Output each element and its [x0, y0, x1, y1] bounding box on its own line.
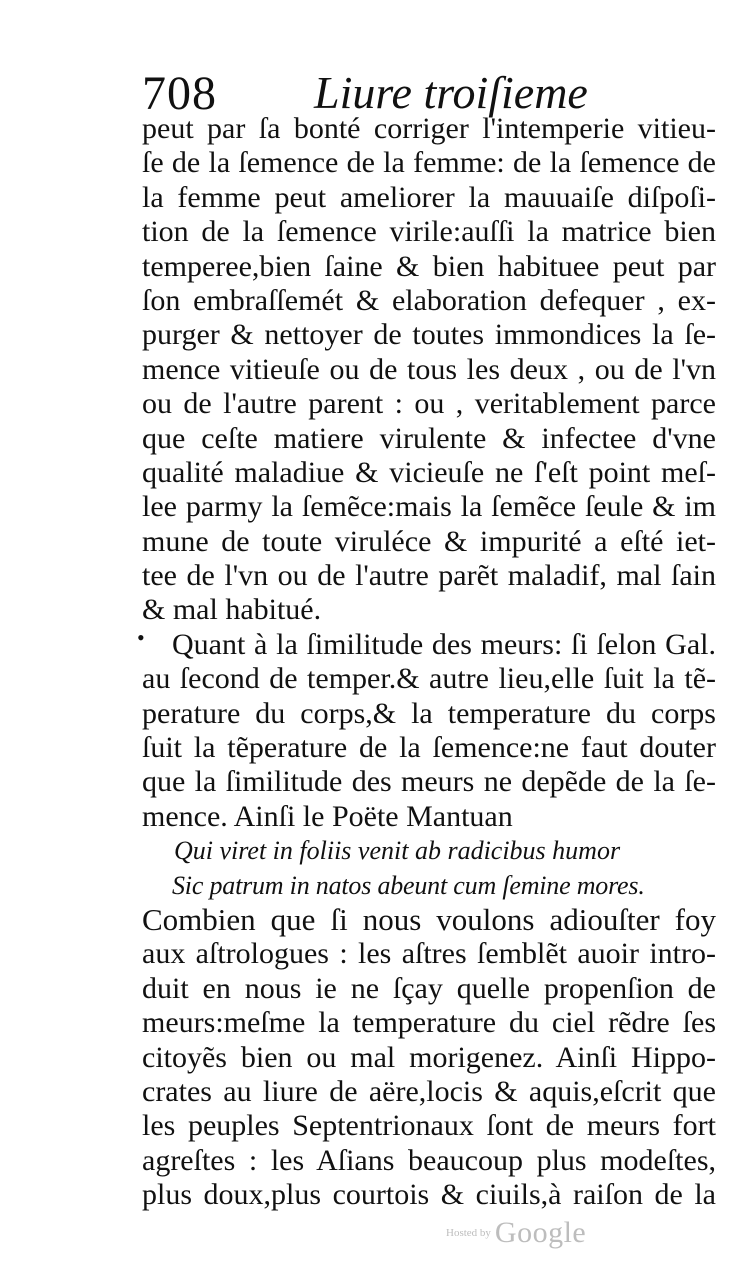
- text-line: mune de toute viruléce & impurité a eſté iet-: [142, 524, 716, 558]
- running-title: Liure troiſieme: [314, 67, 588, 118]
- text-line: crates au liure de aëre,locis & aquis,eſcrit que: [142, 1074, 716, 1108]
- text-line: la femme peut ameliorer la mauuaiſe diſpoſi-: [142, 180, 716, 214]
- text-line: que ceſte matiere virulente & infectee d'vne: [142, 421, 716, 455]
- text-line: ou de l'autre parent : ou , veritablement parce: [142, 387, 716, 421]
- text-line: Quant à la ſimilitude des meurs: ſi ſelon Gal.: [172, 627, 716, 661]
- quote-line: Sic patrum in natos abeunt cum ſemine mores.: [172, 870, 645, 900]
- text-line: ſon embraſſemét & elaboration defequer , ex-: [142, 283, 716, 317]
- text-line: qualité maladiue & vicieuſe ne ſ'eſt point meſ-: [142, 455, 716, 489]
- text-line: tion de la ſemence virile:auſſi la matrice bien: [142, 215, 716, 249]
- hosted-by-label: Hosted by: [446, 1227, 491, 1239]
- text-line: ſuit la tẽperature de la ſemence:ne faut douter: [142, 731, 716, 765]
- text-line: purger & nettoyer de toutes immondices la ſe-: [142, 318, 716, 352]
- text-line: meurs:meſme la temperature du ciel rẽdre ſes: [142, 1006, 716, 1040]
- hosted-by-google-watermark: [446, 1216, 586, 1250]
- text-line: ſe de la ſemence de la femme: de la ſemence de: [142, 146, 716, 180]
- text-line: tee de l'vn ou de l'autre parẽt maladif, mal ſain: [142, 559, 716, 593]
- text-line: aux aſtrologues : les aſtres ſemblẽt auoir intro-: [142, 937, 716, 971]
- body-text: [142, 112, 716, 1213]
- text-line: lee parmy la ſemẽce:mais la ſemẽce ſeule & im: [142, 490, 716, 524]
- text-line: plus doux,plus courtois & ciuils,à raiſon de la: [142, 1178, 716, 1212]
- text-line: citoyẽs bien ou mal morigenez. Ainſi Hippo-: [142, 1040, 716, 1074]
- text-line: peut par ſa bonté corriger l'intemperie vitieu-: [142, 112, 716, 145]
- text-line: au ſecond de temper.& autre lieu,elle ſuit la tẽ-: [142, 662, 716, 696]
- text-line: duit en nous ie ne ſçay quelle propenſion de: [142, 971, 716, 1005]
- text-line: perature du corps,& la temperature du corps: [142, 696, 716, 730]
- margin-mark: •: [137, 625, 145, 650]
- google-logo: Google: [494, 1216, 587, 1249]
- text-line: mence vitieuſe ou de tous les deux , ou de l'vn: [142, 352, 716, 386]
- text-line: temperee,bien ſaine & bien habituee peut par: [142, 249, 716, 283]
- text-line: Combien que ſi nous voulons adiouſter foy: [142, 901, 716, 937]
- text-line: & mal habitué.: [142, 593, 322, 627]
- quote-line: Qui viret in foliis venit ab radicibus humor: [174, 836, 621, 866]
- page-number: 708: [142, 67, 217, 120]
- text-line: mence. Ainſi le Poëte Mantuan: [142, 799, 513, 833]
- text-line: les peuples Septentrionaux ſont de meurs fort: [142, 1109, 716, 1143]
- text-line: que la ſimilitude des meurs ne depẽde de la ſe-: [142, 765, 716, 799]
- text-line: agreſtes : les Aſians beaucoup plus modeſtes,: [142, 1143, 716, 1177]
